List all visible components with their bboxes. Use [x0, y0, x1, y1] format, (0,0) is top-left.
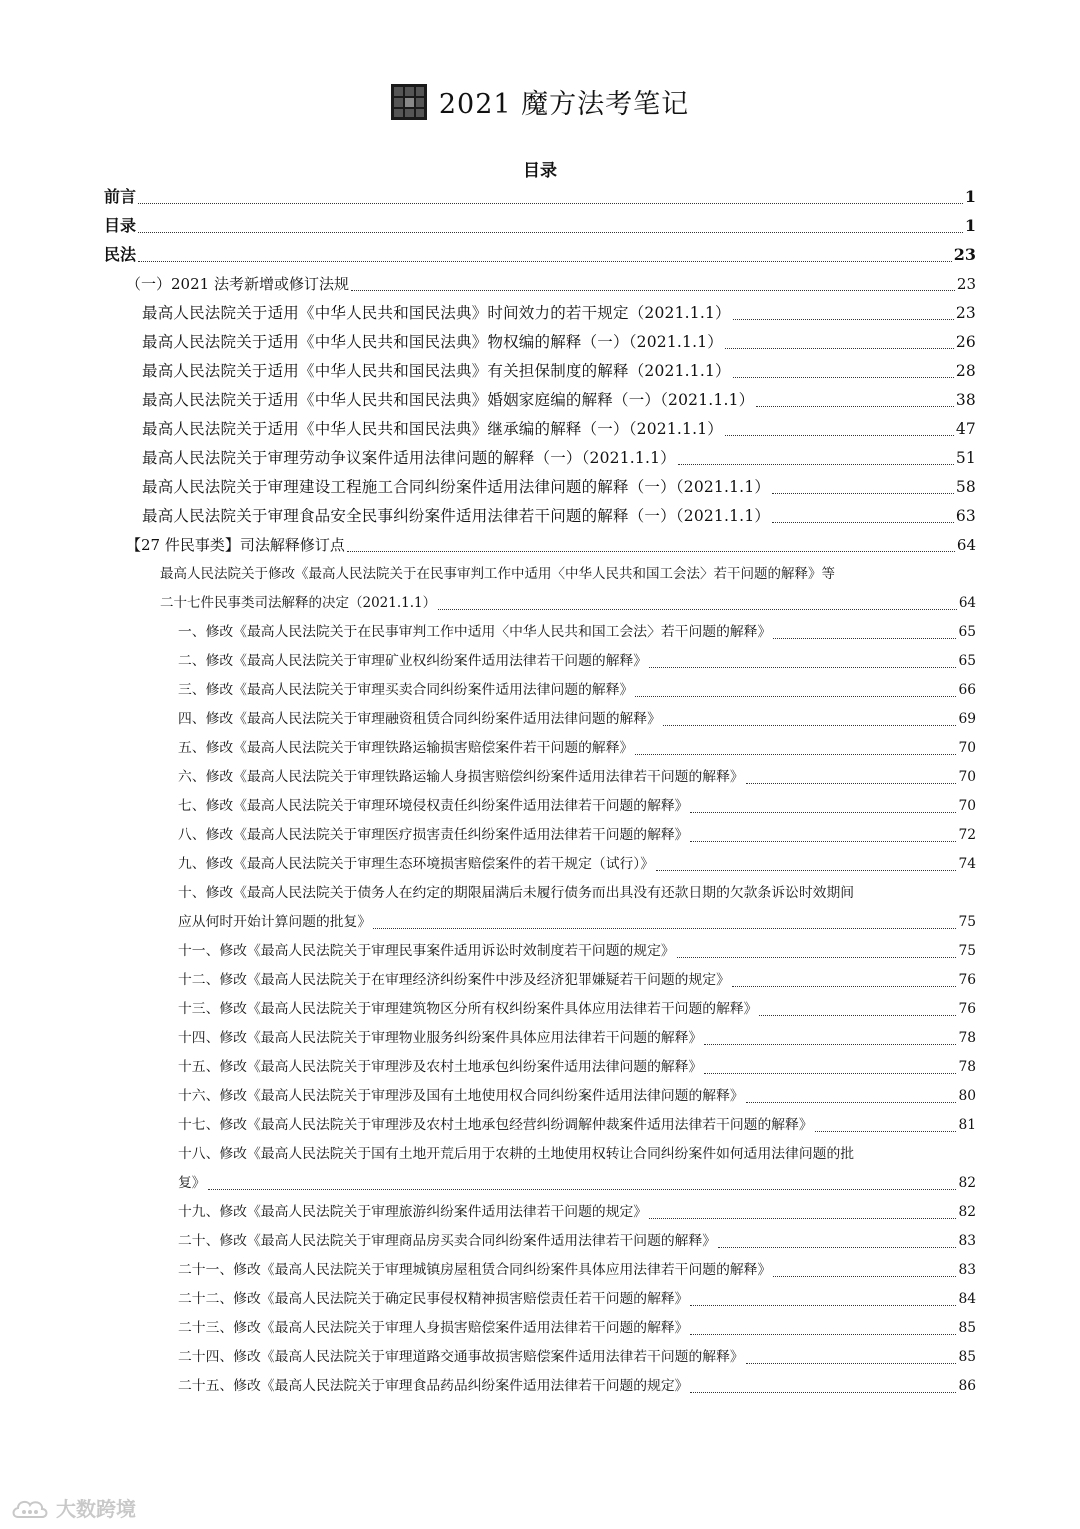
- toc-entry-civil-law[interactable]: 民法 23: [104, 245, 976, 264]
- toc-entry[interactable]: 一、修改《最高人民法院关于在民事审判工作中适用〈中华人民共和国工会法〉若干问题的解释》 65: [178, 624, 976, 640]
- toc-heading: 目录: [523, 161, 557, 181]
- toc-entry[interactable]: 十六、修改《最高人民法院关于审理涉及国有土地使用权合同纠纷案件适用法律问题的解释》 80: [178, 1088, 976, 1104]
- watermark: [10, 1493, 136, 1522]
- toc-entry[interactable]: 二十、修改《最高人民法院关于审理商品房买卖合同纠纷案件适用法律若干问题的解释》 83: [178, 1233, 976, 1249]
- toc-entry-decision-line1[interactable]: 最高人民法院关于修改《最高人民法院关于在民事审判工作中适用〈中华人民共和国工会法〉若干问题的解释》等: [160, 566, 835, 582]
- toc-entry-item10-line1[interactable]: 十、修改《最高人民法院关于债务人在约定的期限届满后未履行债务而出具没有还款日期的欠款条诉讼时效期间: [178, 885, 855, 901]
- toc-entry[interactable]: 最高人民法院关于适用《中华人民共和国民法典》继承编的解释（一）（2021.1.1） 47: [142, 420, 976, 438]
- toc-entry[interactable]: 二十四、修改《最高人民法院关于审理道路交通事故损害赔偿案件适用法律若干问题的解释》 85: [178, 1349, 976, 1365]
- toc-entry[interactable]: 十一、修改《最高人民法院关于审理民事案件适用诉讼时效制度若干问题的规定》 75: [178, 943, 976, 959]
- toc-entry[interactable]: 二十一、修改《最高人民法院关于审理城镇房屋租赁合同纠纷案件具体应用法律若干问题的解释》 83: [178, 1262, 976, 1278]
- rubiks-cube-icon: [391, 84, 427, 120]
- toc-entry[interactable]: 四、修改《最高人民法院关于审理融资租赁合同纠纷案件适用法律问题的解释》 69: [178, 711, 976, 727]
- toc-entry[interactable]: 最高人民法院关于适用《中华人民共和国民法典》物权编的解释（一）（2021.1.1） 26: [142, 333, 976, 351]
- document-title: 2021 魔方法考笔记: [438, 89, 690, 120]
- toc-entry[interactable]: 十三、修改《最高人民法院关于审理建筑物区分所有权纠纷案件具体应用法律若干问题的解释》 76: [178, 1001, 976, 1017]
- document-header: [0, 82, 1080, 121]
- toc-entry[interactable]: 十五、修改《最高人民法院关于审理涉及农村土地承包纠纷案件适用法律问题的解释》 78: [178, 1059, 976, 1075]
- toc-entry-contents[interactable]: 目录 1: [104, 216, 976, 235]
- toc-entry-item18[interactable]: 复》 82: [178, 1175, 976, 1191]
- toc-entry[interactable]: 二十五、修改《最高人民法院关于审理食品药品纠纷案件适用法律若干问题的规定》 86: [178, 1378, 976, 1394]
- toc-entry-section-27-revisions[interactable]: 【27 件民事类】司法解释修订点 64: [126, 536, 976, 554]
- toc-entry[interactable]: 二十二、修改《最高人民法院关于确定民事侵权精神损害赔偿责任若干问题的解释》 84: [178, 1291, 976, 1307]
- toc-entry[interactable]: 十九、修改《最高人民法院关于审理旅游纠纷案件适用法律若干问题的规定》 82: [178, 1204, 976, 1220]
- toc-entry[interactable]: 八、修改《最高人民法院关于审理医疗损害责任纠纷案件适用法律若干问题的解释》 72: [178, 827, 976, 843]
- toc-entry[interactable]: 六、修改《最高人民法院关于审理铁路运输人身损害赔偿纠纷案件适用法律若干问题的解释》 70: [178, 769, 976, 785]
- toc-entry[interactable]: 三、修改《最高人民法院关于审理买卖合同纠纷案件适用法律问题的解释》 66: [178, 682, 976, 698]
- toc-entry-section-new-regulations[interactable]: （一）2021 法考新增或修订法规 23: [126, 275, 976, 293]
- toc-entry[interactable]: 最高人民法院关于审理劳动争议案件适用法律问题的解释（一）（2021.1.1） 51: [142, 449, 976, 467]
- toc-entry[interactable]: 二十三、修改《最高人民法院关于审理人身损害赔偿案件适用法律若干问题的解释》 85: [178, 1320, 976, 1336]
- toc-entry-item10[interactable]: 应从何时开始计算问题的批复》 75: [178, 914, 976, 930]
- toc-entry[interactable]: 七、修改《最高人民法院关于审理环境侵权责任纠纷案件适用法律若干问题的解释》 70: [178, 798, 976, 814]
- toc-entry-preface[interactable]: 前言 1: [104, 187, 976, 206]
- toc-entry[interactable]: 五、修改《最高人民法院关于审理铁路运输损害赔偿案件若干问题的解释》 70: [178, 740, 976, 756]
- toc-entry-decision[interactable]: 二十七件民事类司法解释的决定（2021.1.1） 64: [160, 595, 976, 611]
- toc-entry[interactable]: 最高人民法院关于适用《中华人民共和国民法典》有关担保制度的解释（2021.1.1） 28: [142, 362, 976, 380]
- toc-entry[interactable]: 最高人民法院关于适用《中华人民共和国民法典》婚姻家庭编的解释（一）（2021.1.1） 38: [142, 391, 976, 409]
- toc-entry[interactable]: 二、修改《最高人民法院关于审理矿业权纠纷案件适用法律若干问题的解释》 65: [178, 653, 976, 669]
- toc-entry[interactable]: 九、修改《最高人民法院关于审理生态环境损害赔偿案件的若干规定（试行）》 74: [178, 856, 976, 872]
- toc-entry[interactable]: 最高人民法院关于审理建设工程施工合同纠纷案件适用法律问题的解释（一）（2021.1.1） 58: [142, 478, 976, 496]
- toc-entry[interactable]: 最高人民法院关于审理食品安全民事纠纷案件适用法律若干问题的解释（一）（2021.1.1） 63: [142, 507, 976, 525]
- toc-entry[interactable]: 十四、修改《最高人民法院关于审理物业服务纠纷案件具体应用法律若干问题的解释》 78: [178, 1030, 976, 1046]
- toc-entry[interactable]: 十二、修改《最高人民法院关于在审理经济纠纷案件中涉及经济犯罪嫌疑若干问题的规定》 76: [178, 972, 976, 988]
- toc-entry[interactable]: 最高人民法院关于适用《中华人民共和国民法典》时间效力的若干规定（2021.1.1） 23: [142, 304, 976, 322]
- watermark-text: 大数跨境: [56, 1497, 136, 1521]
- cloud-logo-icon: [10, 1495, 50, 1521]
- toc-entry[interactable]: 十七、修改《最高人民法院关于审理涉及农村土地承包经营纠纷调解仲裁案件适用法律若干问题的解释》 81: [178, 1117, 976, 1133]
- toc-entry-item18-line1[interactable]: 十八、修改《最高人民法院关于国有土地开荒后用于农耕的土地使用权转让合同纠纷案件如何适用法律问题的批: [178, 1146, 855, 1162]
